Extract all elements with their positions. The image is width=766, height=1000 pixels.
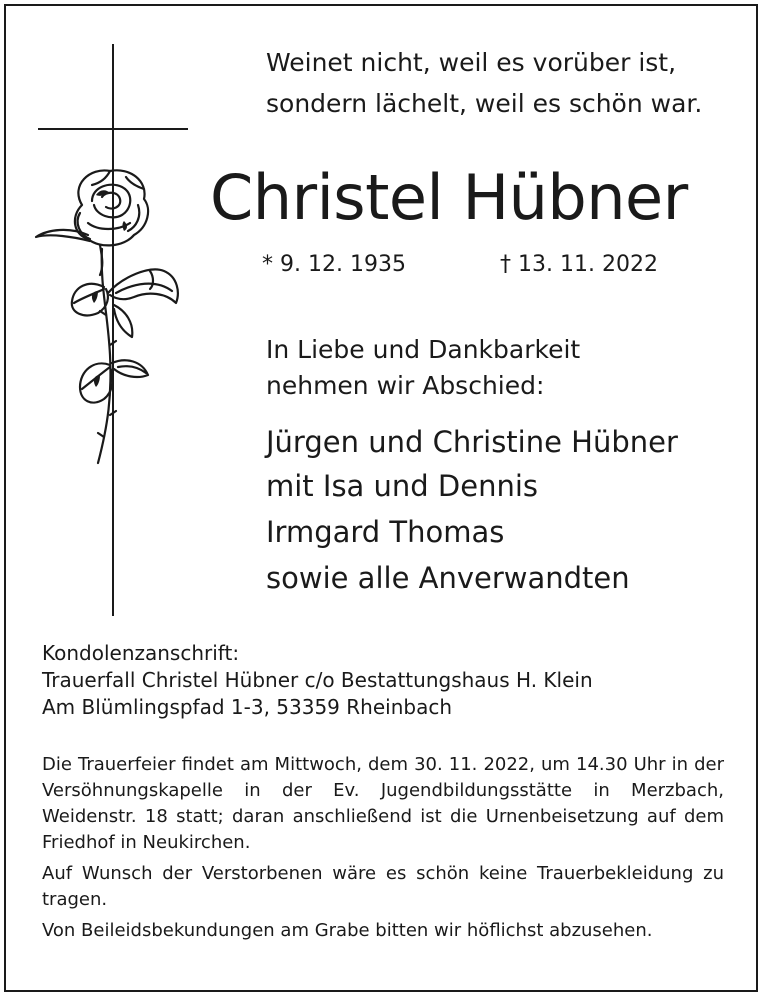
mourner-line: Irmgard Thomas <box>266 515 505 549</box>
condolences-note: Von Beileidsbekundungen am Grabe bitten wir höflichst abzusehen. <box>42 920 653 941</box>
farewell-intro <box>266 332 580 404</box>
attire-note: Auf Wunsch der Verstorbenen wäre es schön keine Trauerbekleidung zu tragen. <box>42 863 724 910</box>
funeral-notes <box>42 752 724 944</box>
intro-line-2: nehmen wir Abschied: <box>266 371 545 400</box>
cross-bar <box>38 128 188 130</box>
death-date: † 13. 11. 2022 <box>500 252 658 277</box>
motto-line-2: sondern lächelt, weil es schön war. <box>266 89 703 118</box>
motto-line-1: Weinet nicht, weil es vorüber ist, <box>266 48 677 77</box>
mourner-line: sowie alle Anverwandten <box>266 561 630 595</box>
motto <box>266 42 702 124</box>
condolence-label: Kondolenzanschrift: <box>42 641 240 665</box>
rose-icon <box>30 165 190 470</box>
condolence-line-1: Trauerfall Christel Hübner c/o Bestattungshaus H. Klein <box>42 668 593 692</box>
condolence-address <box>42 640 593 721</box>
intro-line-1: In Liebe und Dankbarkeit <box>266 335 581 364</box>
mourners-list <box>266 420 678 600</box>
mourner-line: mit Isa und Dennis <box>266 469 539 503</box>
ceremony-note: Die Trauerfeier findet am Mittwoch, dem 30. 11. 2022, um 14.30 Uhr in der Versöhnungskapelle in der Ev. Jugendbildungsstätte in Merzbach, Weidenstr. 18 statt; daran anschließend ist die Urnenbeisetzung auf dem Friedhof in Neukirchen. <box>42 754 724 853</box>
birth-date: * 9. 12. 1935 <box>262 252 406 277</box>
mourner-line: Jürgen und Christine Hübner <box>266 425 678 459</box>
deceased-name: Christel Hübner <box>210 161 688 234</box>
condolence-line-2: Am Blümlingspfad 1-3, 53359 Rheinbach <box>42 695 452 719</box>
